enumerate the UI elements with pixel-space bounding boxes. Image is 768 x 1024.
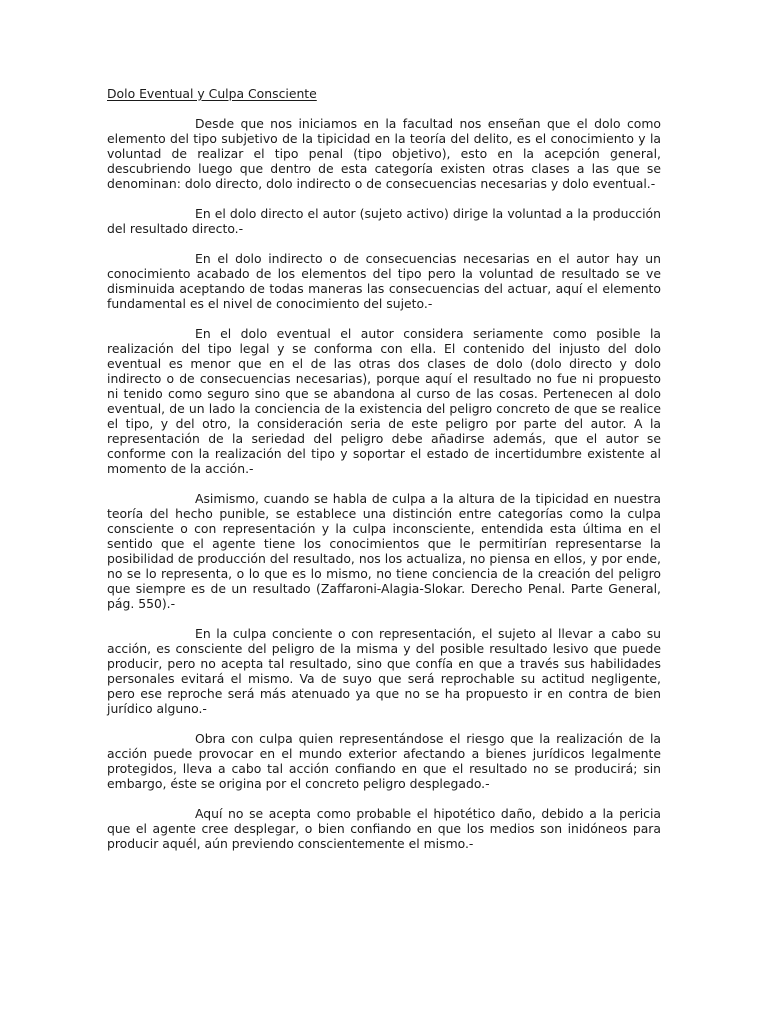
paragraph-obra-con-culpa: Obra con culpa quien representándose el riesgo que la realización de la acción puede provocar en el mundo exterior afectando a bienes jurídicos legalmente protegidos, lleva a cabo tal acción confiando en que el resultado no se producirá; sin embargo, éste se origina por el concreto peligro desplegado.- — [107, 731, 661, 791]
paragraph-dolo-directo: En el dolo directo el autor (sujeto activo) dirige la voluntad a la producción del resultado directo.- — [107, 206, 661, 236]
paragraph-conclusion: Aquí no se acepta como probable el hipotético daño, debido a la pericia que el agente cree desplegar, o bien confiando en que los medios son inidóneos para producir aquél, aún previendo conscientemente el mismo.- — [107, 806, 661, 851]
paragraph-dolo-indirecto: En el dolo indirecto o de consecuencias necesarias en el autor hay un conocimiento acabado de los elementos del tipo pero la voluntad de resultado se ve disminuida aceptando de todas maneras las consecuencias del actuar, aquí el elemento fundamental es el nivel de conocimiento del sujeto.- — [107, 251, 661, 311]
document-title: Dolo Eventual y Culpa Consciente — [107, 86, 317, 101]
paragraph-culpa-conciente: En la culpa conciente o con representación, el sujeto al llevar a cabo su acción, es consciente del peligro de la misma y del posible resultado lesivo que puede producir, pero no acepta tal resultado, sino que confía en que a través sus habilidades personales evitará el mismo. Va de suyo que será reprochable su actitud negligente, pero ese reproche será más atenuado ya que no se ha propuesto ir en contra de bien jurídico alguno.- — [107, 626, 661, 716]
paragraph-culpa-categorias: Asimismo, cuando se habla de culpa a la altura de la tipicidad en nuestra teoría del hecho punible, se establece una distinción entre categorías como la culpa consciente o con representación y la culpa inconsciente, entendida esta última en el sentido que el agente tiene los conocimientos que le permitirían representarse la posibilidad de producción del resultado, nos los actualiza, no piensa en ellos, y por ende, no se lo representa, o lo que es lo mismo, no tiene conciencia de la creación del peligro que siempre es de un resultado (Zaffaroni-Alagia-Slokar. Derecho Penal. Parte General, pág. 550).- — [107, 491, 661, 611]
document-page — [107, 86, 661, 866]
paragraph-dolo-eventual: En el dolo eventual el autor considera seriamente como posible la realización del tipo legal y se conforma con ella. El contenido del injusto del dolo eventual es menor que en el de las otras dos clases de dolo (dolo directo y dolo indirecto o de consecuencias necesarias), porque aquí el resultado no fue ni propuesto ni tenido como seguro sino que se abandona al curso de las cosas. Pertenecen al dolo eventual, de un lado la conciencia de la existencia del peligro concreto de que se realice el tipo, y del otro, la consideración seria de este peligro por parte del autor. A la representación de la seriedad del peligro debe añadirse además, que el autor se conforme con la realización del tipo y soportar el estado de incertidumbre existente al momento de la acción.- — [107, 326, 661, 476]
paragraph-intro: Desde que nos iniciamos en la facultad nos enseñan que el dolo como elemento del tipo subjetivo de la tipicidad en la teoría del delito, es el conocimiento y la voluntad de realizar el tipo penal (tipo objetivo), esto en la acepción general, descubriendo luego que dentro de esta categoría existen otras clases a las que se denominan: dolo directo, dolo indirecto o de consecuencias necesarias y dolo eventual.- — [107, 116, 661, 191]
